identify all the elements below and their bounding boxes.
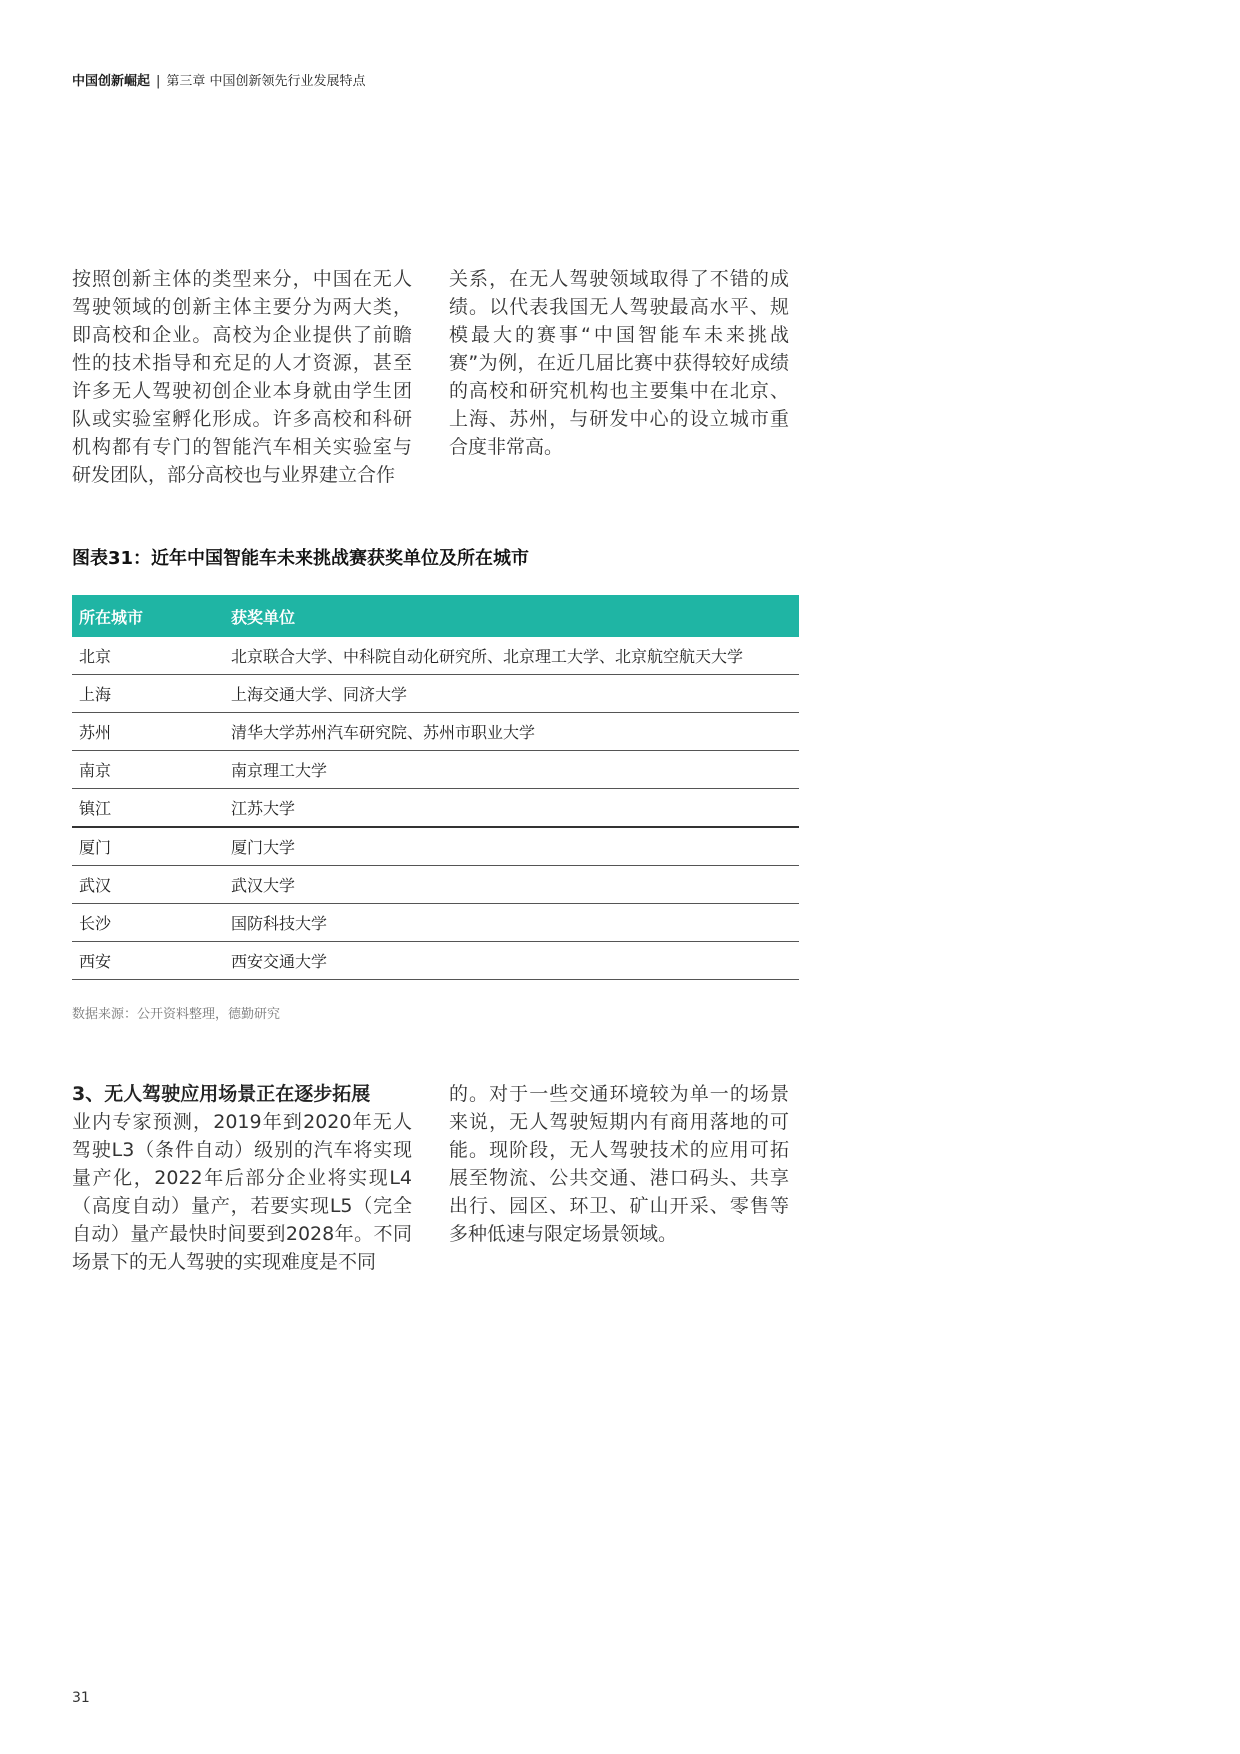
intro-text-right: 关系，在无人驾驶领域取得了不错的成绩。以代表我国无人驾驶最高水平、规模最大的赛事“中国智能车未来挑战赛”为例，在近几届比赛中获得较好成绩的高校和研究机构也主要集中在北京、上海、苏州，与研发中心的设立城市重合度非常高。 — [449, 268, 789, 458]
page-number: 31 — [72, 1690, 90, 1706]
table-header-row — [72, 595, 799, 637]
table-row — [72, 827, 799, 866]
cell-units: 南京理工大学 — [224, 751, 799, 789]
cell-units: 清华大学苏州汽车研究院、苏州市职业大学 — [224, 713, 799, 751]
cell-city: 上海 — [72, 675, 224, 713]
cell-city: 厦门 — [72, 827, 224, 866]
cell-city: 长沙 — [72, 904, 224, 942]
cell-units: 上海交通大学、同济大学 — [224, 675, 799, 713]
cell-city: 南京 — [72, 751, 224, 789]
cell-units: 江苏大学 — [224, 789, 799, 828]
cell-units: 武汉大学 — [224, 866, 799, 904]
cell-city: 武汉 — [72, 866, 224, 904]
section3-column-right — [449, 1080, 789, 1248]
column-header-city: 所在城市 — [72, 595, 224, 637]
table-row — [72, 637, 799, 675]
cell-units: 厦门大学 — [224, 827, 799, 866]
table-row — [72, 789, 799, 828]
section3-text-right: 的。对于一些交通环境较为单一的场景来说，无人驾驶短期内有商用落地的可能。现阶段，无人驾驶技术的应用可拓展至物流、公共交通、港口码头、共享出行、园区、环卫、矿山开采、零售等多种低速与限定场景领域。 — [449, 1083, 789, 1245]
table-row — [72, 866, 799, 904]
header-separator: | — [156, 74, 161, 89]
intro-paragraph-left — [72, 265, 412, 489]
header-brand: 中国创新崛起 — [72, 74, 151, 89]
section3-text-left: 业内专家预测，2019年到2020年无人驾驶L3（条件自动）级别的汽车将实现量产化，2022年后部分企业将实现L4（高度自动）量产，若要实现L5（完全自动）量产最快时间要到2028年。不同场景下的无人驾驶的实现难度是不同 — [72, 1111, 412, 1273]
table-row — [72, 904, 799, 942]
cell-city: 北京 — [72, 637, 224, 675]
cell-units: 北京联合大学、中科院自动化研究所、北京理工大学、北京航空航天大学 — [224, 637, 799, 675]
table-row — [72, 675, 799, 713]
column-header-units: 获奖单位 — [224, 595, 799, 637]
cell-city: 西安 — [72, 942, 224, 980]
table-row — [72, 713, 799, 751]
section3-heading: 3、无人驾驶应用场景正在逐步拓展 — [72, 1083, 371, 1105]
table-row — [72, 942, 799, 980]
intro-text-left: 按照创新主体的类型来分，中国在无人驾驶领域的创新主体主要分为两大类，即高校和企业。高校为企业提供了前瞻性的技术指导和充足的人才资源，甚至许多无人驾驶初创企业本身就由学生团队或实验室孵化形成。许多高校和科研机构都有专门的智能汽车相关实验室与研发团队，部分高校也与业界建立合作 — [72, 268, 412, 486]
cell-city: 苏州 — [72, 713, 224, 751]
section3-column-left — [72, 1080, 412, 1276]
cell-city: 镇江 — [72, 789, 224, 828]
running-header — [72, 70, 366, 89]
header-chapter: 第三章 中国创新领先行业发展特点 — [166, 74, 366, 89]
table-row — [72, 751, 799, 789]
intro-paragraph-right — [449, 265, 789, 461]
cell-units: 西安交通大学 — [224, 942, 799, 980]
data-source-note: 数据来源：公开资料整理，德勤研究 — [72, 1007, 281, 1022]
figure-title: 图表31：近年中国智能车未来挑战赛获奖单位及所在城市 — [72, 548, 530, 569]
cell-units: 国防科技大学 — [224, 904, 799, 942]
awards-table — [72, 595, 799, 980]
